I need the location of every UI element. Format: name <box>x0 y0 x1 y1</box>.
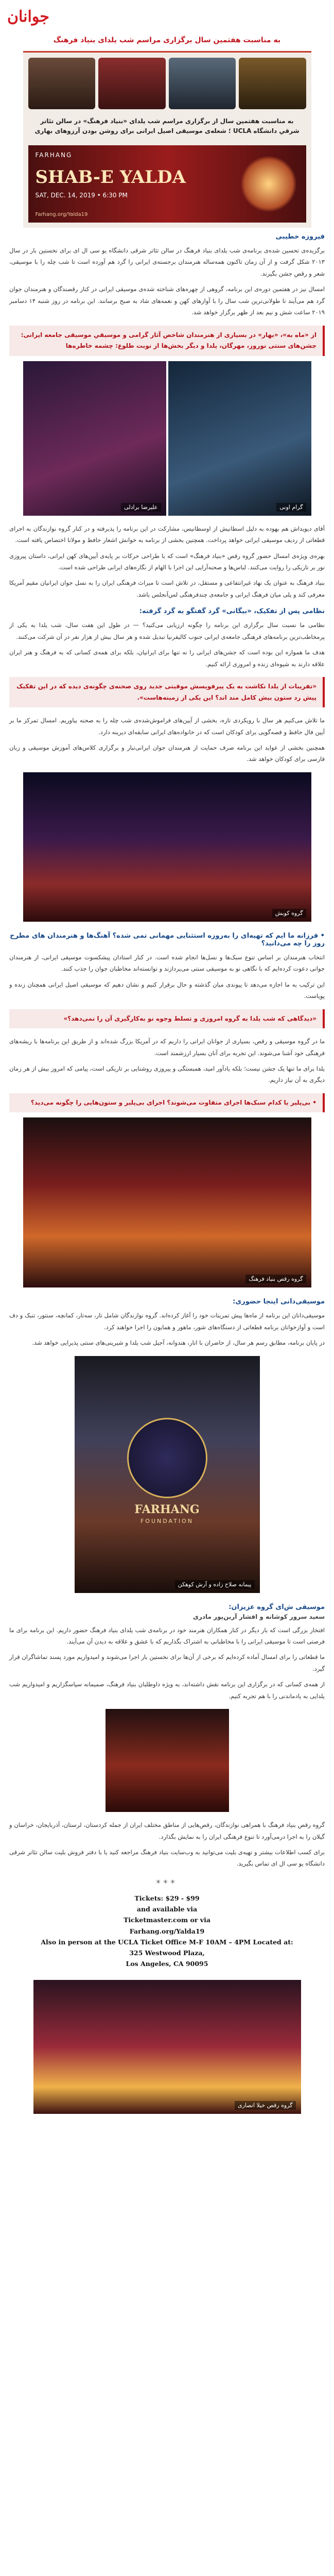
photo-caption: گروه رقص خیلا انصاری <box>235 2101 296 2110</box>
section-subheading: سعید سرور کوشانه و افشار آرین‌پور مادری <box>192 1613 325 1620</box>
poster-date: SAT, DEC. 14, 2019 • 6:30 PM <box>35 192 128 199</box>
article-title: به مناسبت هفتمین سال برگزاری مراسم شب یلدای بنیاد فرهنگ <box>53 36 281 44</box>
paragraph: گروه رقص بنیاد فرهنگ با همراهی نوازندگان، رقص‌هایی از مناطق مختلف ایران از جمله کردستان، لرستان، آذربایجان، خراسان و گیلان را به اجرا درمی‌آورد تا تنوع فرهنگی ایران را به نمایش بگذارد. <box>9 1821 325 1840</box>
hero-photo <box>239 58 306 109</box>
address-line: Los Angeles, CA 90095 <box>126 1960 208 1968</box>
section-heading: موسیقی‌دانی اینجا حضوری: <box>233 1298 325 1306</box>
paragraph: امسال نیز در هفتمین دوره‌ی این برنامه، گروهی از چهره‌های شناخته شده‌ی موسیقی ایرانی در کنار رقصندگان و هنرمندان جوان گرد هم می‌آیند تا طولانی‌ترین شب سال را با آوازهای کهن و نغمه‌های شاد به صبح برسانند. این برنامه در روز شنبه ۱۴ دسامبر ۲۰۱۹ ساعت شش و نیم بعد از ظهر برگزار خواهد شد. <box>9 285 325 316</box>
hero-caption: به مناسبت هفتمین سال از برگزاری مراسم شب یلدای «بنیاد فرهنگ» در سالن تئاتر شرقیِ دانشگاه UCLA ؛ شعله‌ی موسیقی اصیل ایرانی برای روشن بودن آرزوهای بهاری <box>34 117 300 135</box>
ticket-info <box>0 1890 334 1975</box>
photo-figure-performers <box>23 361 311 516</box>
pull-quote: «تفریبات از یلدا نکاشت به یک پیرفویسش موقیتی جدید روی صحنه‌ی چگونه‌ی دیده که در این تفکیک پیش رد ستون بیش کامل مند اند؟ این یکی از زمینه‌هاست». <box>9 677 325 707</box>
farhang-logo-icon <box>127 1418 207 1498</box>
hero-photo <box>169 58 236 109</box>
paragraph: بنیاد فرهنگ به عنوان یک نهاد غیرانتفاعی و مستقل، در تلاش است تا میراث فرهنگی ایران را به نسل جوان ایرانیان مقیم آمریکا معرفی کند و پلی میان فرهنگ ایرانی و جامعه‌ی چندفرهنگی لس‌آنجلس باشد. <box>9 579 325 598</box>
paragraph: ما در گروه موسیقی و رقص، بسیاری از جوانان ایرانی را داریم که در آمریکا بزرگ شده‌اند و از طریق این برنامه‌ها با ریشه‌های فرهنگی خود آشنا می‌شوند. این تجربه برای آنان بسیار ارزشمند است. <box>9 1038 325 1057</box>
pull-quote: • بی‌پلیر یا کدام سبک‌ها اجرای متفاوت می‌شوند؟ اجرای بی‌پلیر و ستون‌هایی را چگونه می‌دید؟ <box>9 1093 325 1113</box>
pull-quote: «دیدگاهی که شب یلدا به گروه امروزی و تسلط وجوه نو به‌کارگیری آن را نمی‌دهد؟» <box>9 1009 325 1029</box>
paragraph: برگزیده‌ی تحسین شده‌ی برنامه‌ی شب یلدای بنیاد فرهنگ در سالن تئاتر شرقی دانشگاه یو سی ال ای برای نخستین بار در سال ۲۰۱۳ شکل گرفت و از آن زمان تاکنون همه‌ساله هنرمندان برجسته‌ی ایرانی را گرد هم آورده است تا شب چله را با موسیقی، شعر و رقص جشن بگیرند. <box>9 247 325 277</box>
portrait-logo-text: FARHANG <box>134 1502 200 1516</box>
hero-banner <box>23 51 311 228</box>
poster-url: Farhang.org/Yalda19 <box>35 212 88 217</box>
paragraph: موسیقی‌دانان این برنامه از ماه‌ها پیش تمرینات خود را آغاز کرده‌اند. گروه نوازندگان شامل تار، سه‌تار، کمانچه، سنتور، تنبک و دف است و آوازخوانان برنامه قطعاتی از دستگاه‌های شور، ماهور و همایون را اجرا خواهند کرد. <box>9 1312 325 1331</box>
photo-figure-stage <box>23 772 311 922</box>
photo-figure-musicians <box>106 1709 229 1812</box>
paragraph: یلدا برای ما تنها یک جشن نیست؛ بلکه یادآور امید، همبستگی و پیروزی روشنایی بر تاریکی است، پیامی که امروز بیش از هر زمان دیگری به آن نیاز داریم. <box>9 1064 325 1084</box>
performer-photo <box>23 361 166 516</box>
masthead <box>0 0 334 33</box>
ticket-line: and available via <box>136 1905 198 1913</box>
paragraph: ما تلاش می‌کنیم هر سال با رویکردی تازه، بخشی از آیین‌های فراموش‌شده‌ی شب چله را به صحنه بیاوریم. امسال تمرکز ما بر آیین فال حافظ و قصه‌گویی برای کودکان است که در خانواده‌های ایرانی سابقه‌ای دیرینه دارد. <box>9 717 325 736</box>
paragraph: همچنین بخشی از عواید این برنامه صرف حمایت از هنرمندان جوان ایرانی‌تبار و برگزاری کلاس‌های آموزش موسیقی و زبان فارسی برای کودکان خواهد شد. <box>9 743 325 763</box>
paragraph: بهره‌ی ویژه‌ی امسال حضور گروه رقص «بنیاد فرهنگ» است که با طراحی حرکات بر پایه‌ی آیین‌های کهن ایرانی، داستان پیروزی نور بر تاریکی را روایت می‌کنند. لباس‌ها و صحنه‌آرایی این اجرا با الهام از نگاره‌های ایرانی طراحی شده است. <box>9 552 325 571</box>
section-heading: موسیقی ش‌ای گروه عزیزان: <box>228 1603 325 1611</box>
poster-event-title: SHAB-E YALDA <box>35 167 186 188</box>
intro-byline: فیروزه خطیبی <box>275 233 325 241</box>
paragraph: از همه‌ی کسانی که در برگزاری این برنامه نقش داشته‌اند، به ویژه داوطلبان بنیاد فرهنگ، صمیمانه سپاسگزاریم و امیدواریم شب یلدایی به یادماندنی را با هم تجربه کنیم. <box>9 1681 325 1700</box>
hero-photo <box>98 58 166 109</box>
photo-caption: گروه رقص بنیاد فرهنگ <box>245 1275 306 1283</box>
paragraph: افتخار بزرگی است که بار دیگر در کنار همکاران هنرمند خود در برنامه‌ی شب یلدای بنیاد فرهنگ حضور داریم. این برنامه برای ما فرصتی است تا موسیقی ایرانی را با مخاطبانی به اشتراک بگذاریم که با عشق و علاقه به دیدن آن می‌آیند. <box>9 1626 325 1646</box>
section-heading: • فرزانه ما ایم که تهیه‌ای را به‌روزه استثنایی مهمانی تمی شده؟ آهنگ‌ها و هنرمندان های مطرح روز را چه می‌دانید؟ <box>10 931 325 947</box>
photo-figure-dance <box>23 1117 311 1287</box>
event-poster <box>28 145 306 223</box>
paragraph: برای کسب اطلاعات بیشتر و تهیه‌ی بلیت می‌توانید به وب‌سایت بنیاد فرهنگ مراجعه کنید یا با دفتر فروش بلیت سالن تئاتر شرقی دانشگاه یو سی ال ای تماس بگیرید. <box>9 1849 325 1868</box>
hero-photo <box>28 58 96 109</box>
ticket-price: Tickets: $29 - $99 <box>134 1894 200 1902</box>
paragraph: آقای دیوید‌اش هم بهوده به دلیل اسطانیش از اوسطانیس، مشارکت در این برنامه را پذیرفته و در کنار گروه نوازندگان به اجرای قطعاتی از ردیف موسیقی ایرانی خواهد پرداخت. همچنین بخشی از برنامه به خوانش اشعار حافظ و مولانا اختصاص یافته است. <box>9 524 325 544</box>
section-divider: *** <box>156 1877 178 1888</box>
ticketmaster-link[interactable]: Ticketmaster.com or via <box>124 1916 210 1924</box>
ticket-office-line: Also in person at the UCLA Ticket Office M-F 10AM – 4PM Located at: <box>41 1938 293 1946</box>
address-line: 325 Westwood Plaza, <box>129 1949 205 1957</box>
portrait-logo-sub: FOUNDATION <box>140 1517 194 1524</box>
pull-quote: از «ماه‌ به»، «بهار» در بسیاری از هنرمندان شاخص آثار گرامی و موسیقیِ موسیقی جامعه ایرانی: جشن‌های سنتی نوروز، مهرگان، یلدا و دیگر بخش‌ها از نوبت طلوع: چشمه خاطره‌ها <box>9 326 325 356</box>
photo-caption: گرام اونی <box>276 503 306 512</box>
site-logo[interactable]: جوانان <box>7 7 49 26</box>
section-heading: نظامی پس از تفکیک، «بیگانی» گرد گفتگو به گرد گرفته: <box>139 607 325 616</box>
photo-caption: گروه کوبش <box>272 909 306 918</box>
paragraph: در پایان برنامه، مطابق رسم هر سال، از حاضران با انار، هندوانه، آجیل شب یلدا و شیرینی‌های سنتی پذیرایی خواهد شد. <box>32 1339 325 1347</box>
photo-caption: پیمانه صلاح زاده و آرش کوهکن <box>175 1580 255 1589</box>
farhang-link[interactable]: Farhang.org/Yalda19 <box>129 1927 205 1935</box>
photo-figure-final <box>33 1980 301 2114</box>
photo-caption: علیرضا برادلی <box>121 503 161 512</box>
paragraph: انتخاب هنرمندان بر اساس تنوع سبک‌ها و نسل‌ها انجام شده است. در کنار استادان پیشکسوت موسیقی ایرانی، از هنرمندان جوانی دعوت کرده‌ایم که با نگاهی نو به موسیقی سنتی می‌پردازند و توانسته‌اند مخاطبان جوان را جذب کنند. <box>9 953 325 973</box>
sun-ornament-icon <box>240 156 297 212</box>
paragraph: هدف ما همواره این بوده است که جشن‌های ایرانی را نه تنها برای ایرانیان، بلکه برای همه‌ی کسانی که به فرهنگ و هنر ایران علاقه دارند به شیوه‌ای زنده و امروزی ارائه کنیم. <box>9 649 325 668</box>
paragraph: نظامی ما نسبت سال برگزاری این برنامه را چگونه ارزیابی می‌کنید؟ — در طول این هفت سال، شب یلدا به یکی از پرمخاطب‌ترین برنامه‌های فرهنگی جامعه‌ی ایرانی جنوب کالیفرنیا تبدیل شده و هر سال بیش از هزار نفر در آن شرکت می‌کنند. <box>9 621 325 640</box>
poster-brand: FARHANG <box>35 151 73 159</box>
photo-figure-portrait <box>75 1356 260 1593</box>
hero-photos <box>23 53 311 114</box>
paragraph: ما قطعاتی را برای امسال آماده کرده‌ایم که برخی از آن‌ها برای نخستین بار اجرا می‌شوند و امیدواریم مورد پسند تماشاگران قرار گیرد. <box>9 1653 325 1672</box>
performer-photo <box>168 361 311 516</box>
paragraph: این ترکیب به ما اجازه می‌دهد تا پیوندی میان گذشته و حال برقرار کنیم و نشان دهیم که موسیقی اصیل ایرانی همچنان زنده و پویاست. <box>9 980 325 1000</box>
